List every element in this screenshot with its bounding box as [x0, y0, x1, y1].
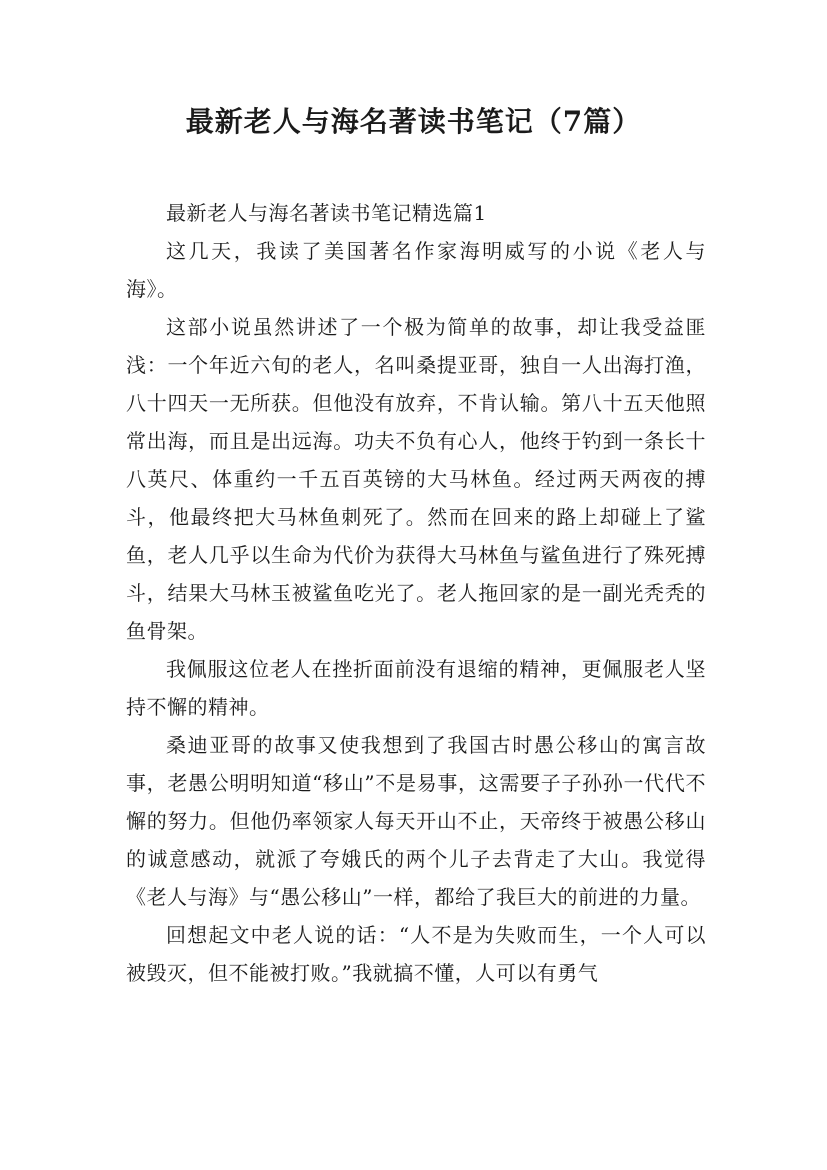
section-heading: 最新老人与海名著读书笔记精选篇1	[166, 201, 487, 225]
paragraph: 这部小说虽然讲述了一个极为简单的故事，却让我受益匪浅：一个年近六旬的老人，名叫桑提亚哥，独自一人出海打渔，八十四天一无所获。但他没有放弃，不肯认输。第八十五天他照常出海，而且是出远海。功夫不负有心人，他终于钓到一条长十八英尺、体重约一千五百英镑的大马林鱼。经过两天两夜的搏斗，他最终把大马林鱼刺死了。然而在回来的路上却碰上了鲨鱼，老人几乎以生命为代价为获得大马林鱼与鲨鱼进行了殊死搏斗，结果大马林玉被鲨鱼吃光了。老人拖回家的是一副光秃秃的鱼骨架。	[126, 315, 706, 643]
paragraph: 这几天，我读了美国著名作家海明威写的小说《老人与海》。	[126, 239, 706, 301]
document-title: 最新老人与海名著读书笔记（7篇）	[185, 105, 642, 138]
paragraph: 我佩服这位老人在挫折面前没有退缩的精神，更佩服老人坚持不懈的精神。	[126, 657, 706, 719]
paragraph: 回想起文中老人说的话：“人不是为失败而生，一个人可以被毁灭，但不能被打败。”我就搞不懂，人可以有勇气	[126, 923, 706, 985]
paragraph: 桑迪亚哥的故事又使我想到了我国古时愚公移山的寓言故事，老愚公明明知道“移山”不是易事，这需要子子孙孙一代代不懈的努力。但他仍率领家人每天开山不止，天帝终于被愚公移山的诚意感动，就派了夸娥氏的两个儿子去背走了大山。我觉得《老人与海》与“愚公移山”一样，都给了我巨大的前进的力量。	[126, 733, 706, 909]
document-body	[126, 194, 706, 992]
